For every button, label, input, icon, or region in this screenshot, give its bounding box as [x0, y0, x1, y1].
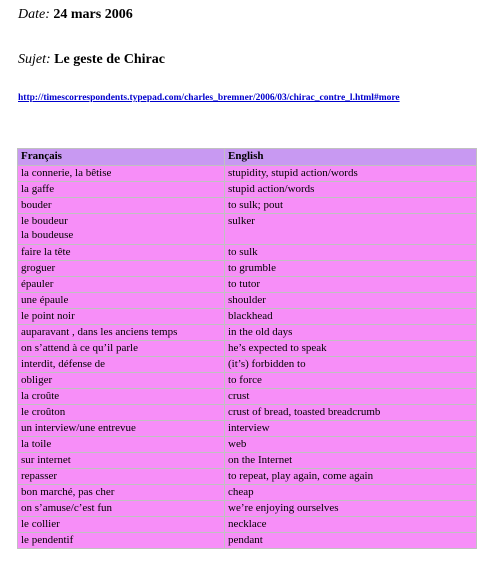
table-row [18, 501, 477, 517]
table-row [18, 533, 477, 549]
french-term-cell: le collier [18, 517, 225, 533]
french-term-cell: groguer [18, 261, 225, 277]
english-term-cell: web [225, 437, 477, 453]
english-term-cell: to force [225, 373, 477, 389]
english-term-cell: shoulder [225, 293, 477, 309]
english-term-cell: cheap [225, 485, 477, 501]
column-header-english: English [225, 149, 477, 166]
table-row [18, 182, 477, 198]
table-row [18, 166, 477, 182]
table-row [18, 293, 477, 309]
english-term-cell: in the old days [225, 325, 477, 341]
french-term-cell: repasser [18, 469, 225, 485]
date-colon: : [45, 7, 50, 22]
english-term-cell: necklace [225, 517, 477, 533]
english-term-cell: on the Internet [225, 453, 477, 469]
french-term-cell: on s’attend à ce qu’il parle [18, 341, 225, 357]
table-row [18, 245, 477, 261]
table-row [18, 198, 477, 214]
table-row [18, 421, 477, 437]
french-term-cell: auparavant , dans les anciens temps [18, 325, 225, 341]
english-term-cell: sulker [225, 214, 477, 245]
english-term-cell: to grumble [225, 261, 477, 277]
french-term-cell: on s’amuse/c’est fun [18, 501, 225, 517]
date-line [18, 7, 133, 23]
table-row [18, 405, 477, 421]
table-row [18, 437, 477, 453]
french-term: le boudeur [21, 215, 68, 227]
english-term-cell: crust [225, 389, 477, 405]
english-term-cell: crust of bread, toasted breadcrumb [225, 405, 477, 421]
english-term-cell: stupid action/words [225, 182, 477, 198]
english-term-cell: interview [225, 421, 477, 437]
french-term-cell: la gaffe [18, 182, 225, 198]
table-row [18, 517, 477, 533]
french-term-cell: un interview/une entrevue [18, 421, 225, 437]
french-term-cell: obliger [18, 373, 225, 389]
subject-colon: : [46, 52, 51, 67]
column-header-french: Français [18, 149, 225, 166]
table-row [18, 453, 477, 469]
french-term-feminine: la boudeuse [21, 229, 74, 241]
vocabulary-table [17, 148, 477, 549]
french-term-cell: la connerie, la bêtise [18, 166, 225, 182]
french-term-cell: bouder [18, 198, 225, 214]
french-term-cell: la croûte [18, 389, 225, 405]
date-label: Date [18, 7, 46, 22]
table-row [18, 389, 477, 405]
table-row [18, 309, 477, 325]
source-link[interactable]: http://timescorrespondents.typepad.com/charles_bremner/2006/03/chirac_contre_l.html#more [18, 93, 400, 103]
french-term-cell: sur internet [18, 453, 225, 469]
table-header-row [18, 149, 477, 166]
date-value: 24 mars 2006 [53, 7, 133, 22]
french-term-cell: faire la tête [18, 245, 225, 261]
table-row [18, 357, 477, 373]
french-term-cell: interdit, défense de [18, 357, 225, 373]
french-term-cell [18, 214, 225, 245]
table-body [18, 166, 477, 549]
english-term-cell: blackhead [225, 309, 477, 325]
french-term-cell: le croûton [18, 405, 225, 421]
english-term-cell: to tutor [225, 277, 477, 293]
french-term-cell: le point noir [18, 309, 225, 325]
subject-line [18, 52, 165, 68]
french-term-cell: épauler [18, 277, 225, 293]
table-row [18, 214, 477, 245]
french-term-cell: bon marché, pas cher [18, 485, 225, 501]
table-row [18, 261, 477, 277]
french-term-cell: une épaule [18, 293, 225, 309]
english-term-cell: (it’s) forbidden to [225, 357, 477, 373]
table-row [18, 373, 477, 389]
english-term-cell: to sulk; pout [225, 198, 477, 214]
subject-value: Le geste de Chirac [54, 52, 165, 67]
english-term-cell: we’re enjoying ourselves [225, 501, 477, 517]
english-term-cell: to sulk [225, 245, 477, 261]
english-term-cell: to repeat, play again, come again [225, 469, 477, 485]
table-row [18, 277, 477, 293]
french-term-cell: la toile [18, 437, 225, 453]
table-row [18, 485, 477, 501]
table-row [18, 341, 477, 357]
english-term-cell: pendant [225, 533, 477, 549]
subject-label: Sujet [18, 52, 46, 67]
english-term-cell: he’s expected to speak [225, 341, 477, 357]
english-term-cell: stupidity, stupid action/words [225, 166, 477, 182]
french-term-cell: le pendentif [18, 533, 225, 549]
table-row [18, 469, 477, 485]
table-row [18, 325, 477, 341]
